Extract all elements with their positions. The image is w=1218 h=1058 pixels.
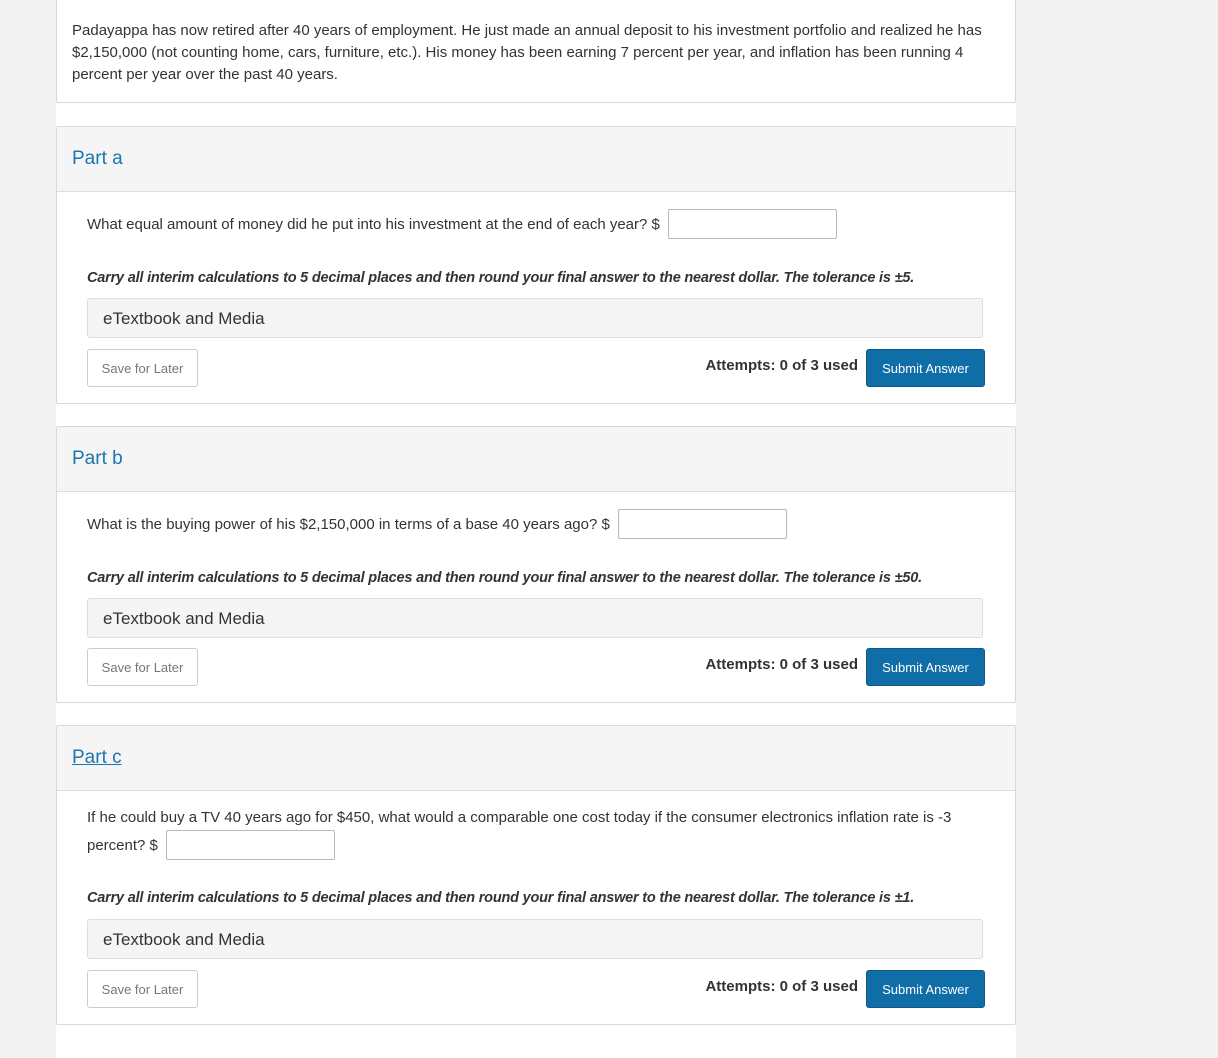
part-b-question <box>87 511 787 539</box>
part-a-header <box>57 127 1015 192</box>
part-c-save-for-later-button[interactable]: Save for Later <box>87 970 198 1008</box>
part-a-etextbook-label: eTextbook and Media <box>103 309 265 328</box>
part-c-title[interactable]: Part c <box>72 747 122 768</box>
part-c-etextbook-panel[interactable] <box>87 919 983 959</box>
part-b-etextbook-label: eTextbook and Media <box>103 609 265 628</box>
part-c-header <box>57 726 1015 791</box>
part-b-question-text: What is the buying power of his $2,150,000 in terms of a base 40 years ago? $ <box>87 516 610 533</box>
part-b-submit-button[interactable]: Submit Answer <box>866 648 985 686</box>
part-a-answer-input[interactable] <box>668 209 837 239</box>
part-c-question <box>87 804 987 860</box>
part-c-answer-input[interactable] <box>166 830 335 860</box>
part-b-title: Part b <box>72 448 123 469</box>
part-a-save-for-later-button[interactable]: Save for Later <box>87 349 198 387</box>
part-a-instruction: Carry all interim calculations to 5 decimal places and then round your final answer to the nearest dollar. The tolerance is ±5. <box>87 270 915 286</box>
part-b-save-for-later-button[interactable]: Save for Later <box>87 648 198 686</box>
part-c-question-text: If he could buy a TV 40 years ago for $450, what would a comparable one cost today if the consumer electronics inflation rate is -3 percent? $ <box>87 809 952 854</box>
part-a-card <box>56 126 1016 404</box>
part-a-submit-button[interactable]: Submit Answer <box>866 349 985 387</box>
part-c-submit-button[interactable]: Submit Answer <box>866 970 985 1008</box>
part-a-question <box>87 211 837 239</box>
part-b-card <box>56 426 1016 703</box>
part-a-attempts: Attempts: 0 of 3 used <box>705 357 858 374</box>
part-a-title: Part a <box>72 148 123 169</box>
part-c-attempts: Attempts: 0 of 3 used <box>705 978 858 995</box>
part-c-instruction: Carry all interim calculations to 5 decimal places and then round your final answer to the nearest dollar. The tolerance is ±1. <box>87 890 915 906</box>
part-a-question-text: What equal amount of money did he put into his investment at the end of each year? $ <box>87 216 660 233</box>
assignment-column <box>56 0 1016 1058</box>
part-b-instruction: Carry all interim calculations to 5 decimal places and then round your final answer to the nearest dollar. The tolerance is ±50. <box>87 570 922 586</box>
part-b-attempts: Attempts: 0 of 3 used <box>705 656 858 673</box>
part-b-etextbook-panel[interactable] <box>87 598 983 638</box>
problem-statement: Padayappa has now retired after 40 years of employment. He just made an annual deposit to his investment portfolio and realized he has $2,150,000 (not counting home, cars, furniture, etc.). His money has been earning 7 percent per year, and inflation has been running 4 percent per year over the past 40 years. <box>72 22 982 83</box>
problem-statement-card <box>56 0 1016 103</box>
part-b-answer-input[interactable] <box>618 509 787 539</box>
part-c-card <box>56 725 1016 1025</box>
part-a-etextbook-panel[interactable] <box>87 298 983 338</box>
part-b-header <box>57 427 1015 492</box>
part-c-etextbook-label: eTextbook and Media <box>103 930 265 949</box>
